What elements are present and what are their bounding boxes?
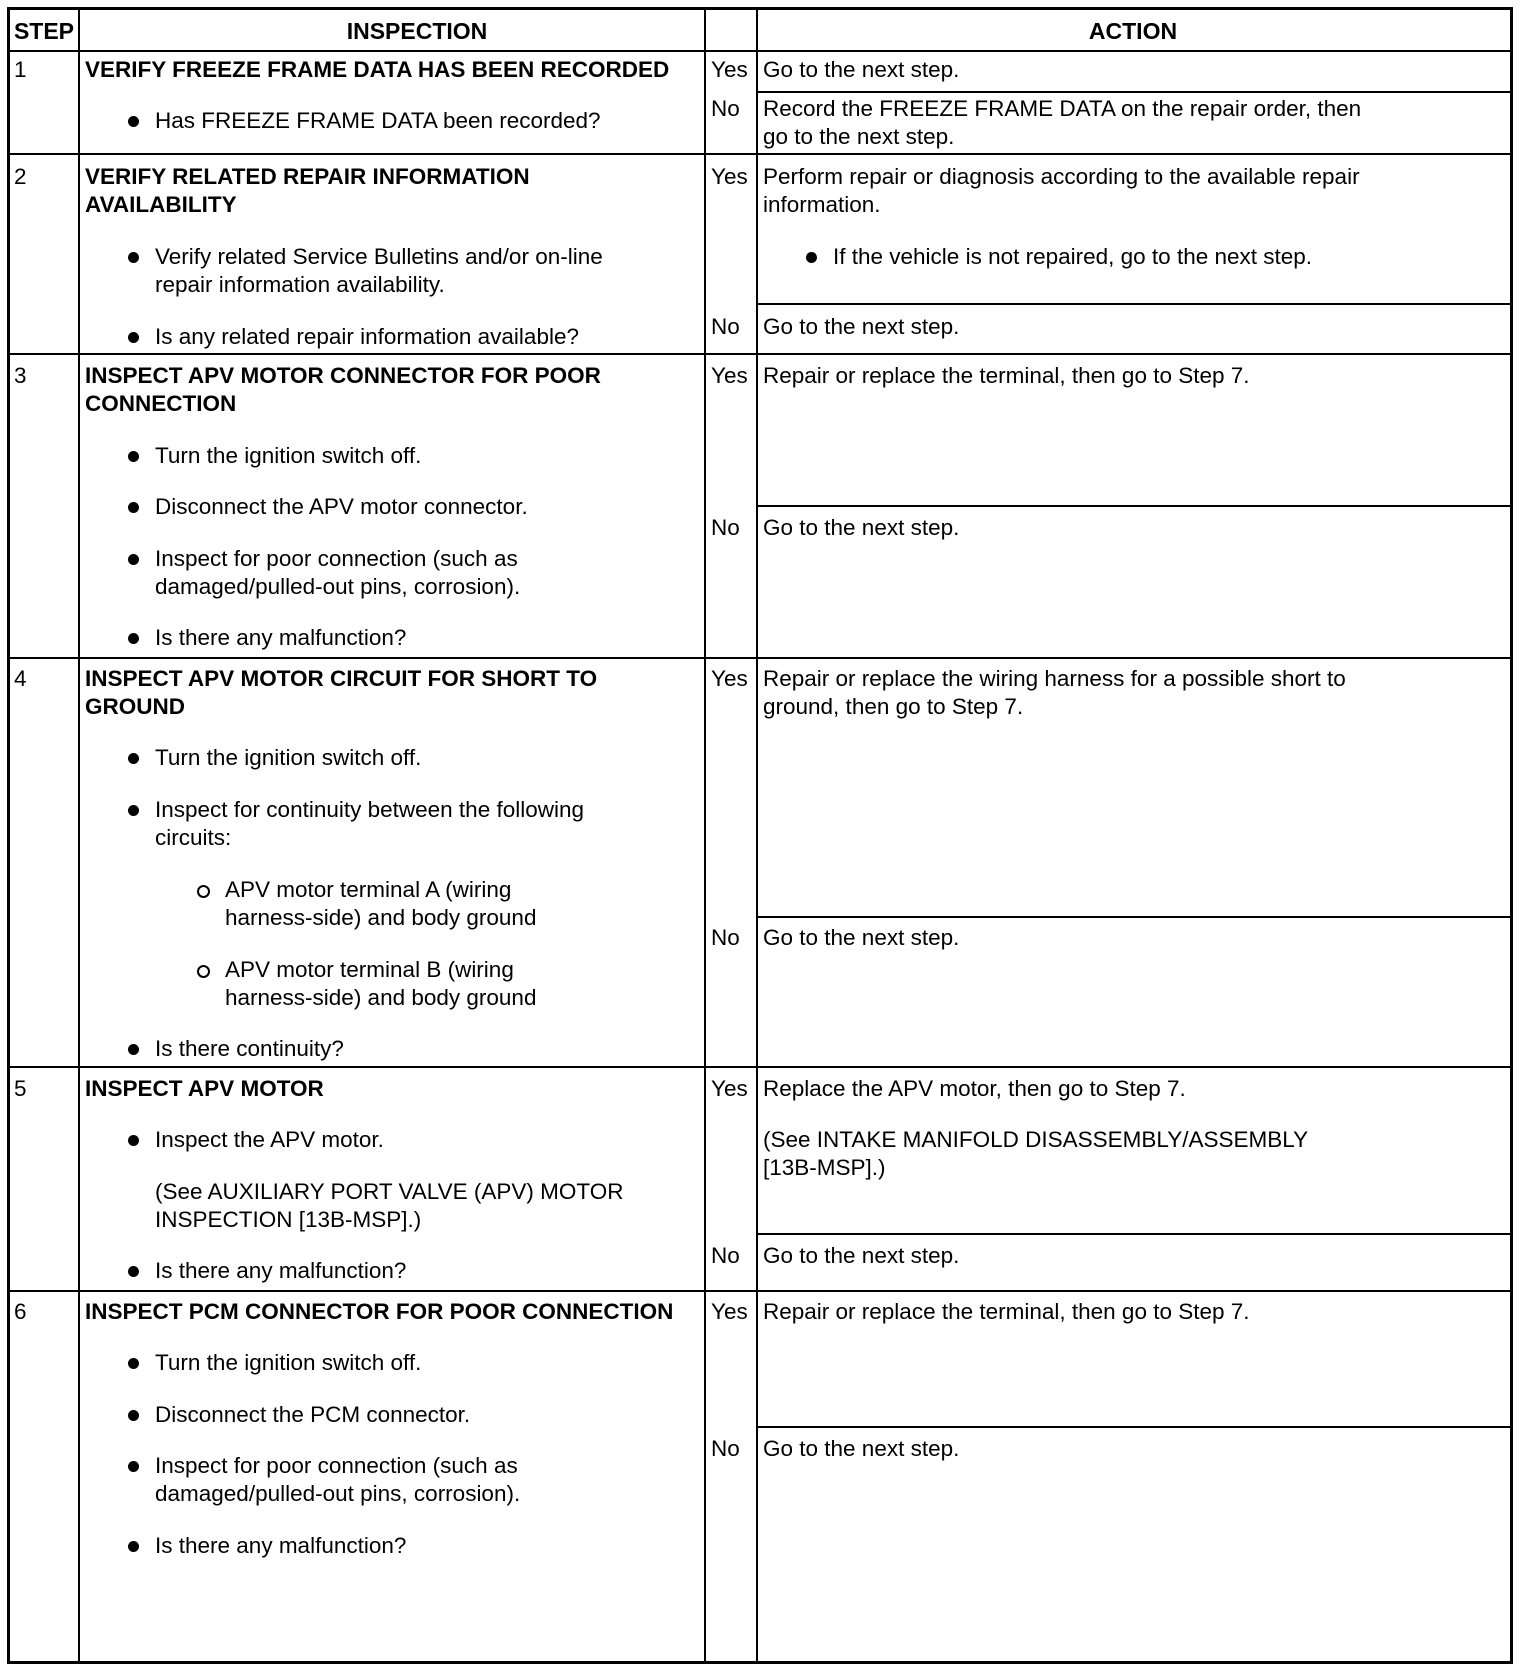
yes-action: Go to the next step. <box>763 57 960 82</box>
no-label: No <box>711 1243 740 1268</box>
bullet-icon <box>128 805 139 816</box>
yes-label: Yes <box>711 1299 748 1324</box>
bullet-icon <box>128 502 139 513</box>
bullet-icon <box>128 1410 139 1421</box>
row-divider <box>10 353 1510 355</box>
step-title: INSPECT APV MOTOR CIRCUIT FOR SHORT TO <box>85 666 598 691</box>
inspection-subitem: harness-side) and body ground <box>225 905 537 930</box>
step-number: 1 <box>14 57 27 82</box>
inspection-item: Is there any malfunction? <box>155 1258 407 1283</box>
yes-action: Perform repair or diagnosis according to the available repair <box>763 164 1360 189</box>
bullet-icon <box>128 554 139 565</box>
step-title: VERIFY FREEZE FRAME DATA HAS BEEN RECORDED <box>85 57 670 82</box>
inspection-item: Verify related Service Bulletins and/or on-line <box>155 244 603 269</box>
column-divider <box>704 10 706 1661</box>
no-action: Go to the next step. <box>763 1243 960 1268</box>
row-divider <box>10 1066 1510 1068</box>
bullet-icon <box>806 252 817 263</box>
header-action: ACTION <box>1088 18 1178 44</box>
row-divider <box>756 91 1510 93</box>
yes-action: Repair or replace the terminal, then go to Step 7. <box>763 363 1250 388</box>
yes-label: Yes <box>711 164 748 189</box>
yes-action: information. <box>763 192 881 217</box>
row-divider <box>10 657 1510 659</box>
inspection-item: Is there continuity? <box>155 1036 344 1061</box>
inspection-item: Turn the ignition switch off. <box>155 1350 422 1375</box>
step-number: 3 <box>14 363 27 388</box>
step-title: VERIFY RELATED REPAIR INFORMATION <box>85 164 530 189</box>
step-title: GROUND <box>85 694 185 719</box>
inspection-subitem: APV motor terminal A (wiring <box>225 877 512 902</box>
no-action: Record the FREEZE FRAME DATA on the repair order, then <box>763 96 1362 121</box>
inspection-item: Inspect the APV motor. <box>155 1127 384 1152</box>
bullet-icon <box>128 451 139 462</box>
row-divider <box>756 505 1510 507</box>
bullet-icon <box>128 1266 139 1277</box>
inspection-item: Turn the ignition switch off. <box>155 745 422 770</box>
inspection-item: Disconnect the APV motor connector. <box>155 494 528 519</box>
no-action: Go to the next step. <box>763 1436 960 1461</box>
step-number: 2 <box>14 164 27 189</box>
row-divider <box>10 153 1510 155</box>
diagnostic-table <box>7 7 1513 1664</box>
yes-reference: [13B-MSP].) <box>763 1155 886 1180</box>
inspection-item: Inspect for continuity between the following <box>155 797 585 822</box>
no-action: Go to the next step. <box>763 925 960 950</box>
row-divider <box>756 1233 1510 1235</box>
bullet-icon <box>128 1541 139 1552</box>
header-inspection: INSPECTION <box>346 18 488 44</box>
inspection-item: Is there any malfunction? <box>155 1533 407 1558</box>
yes-label: Yes <box>711 57 748 82</box>
inspection-item: Has FREEZE FRAME DATA been recorded? <box>155 108 601 133</box>
column-divider <box>756 10 758 1661</box>
no-action: go to the next step. <box>763 124 955 149</box>
row-divider <box>756 916 1510 918</box>
inspection-item: Is any related repair information available? <box>155 324 579 349</box>
no-label: No <box>711 1436 740 1461</box>
row-divider <box>10 1290 1510 1292</box>
yes-action: Repair or replace the wiring harness for a possible short to <box>763 666 1346 691</box>
bullet-icon <box>128 633 139 644</box>
yes-label: Yes <box>711 1076 748 1101</box>
inspection-subitem: APV motor terminal B (wiring <box>225 957 514 982</box>
yes-action: Repair or replace the terminal, then go to Step 7. <box>763 1299 1250 1324</box>
step-title: INSPECT APV MOTOR CONNECTOR FOR POOR <box>85 363 601 388</box>
row-divider <box>756 303 1510 305</box>
header-step: STEP <box>13 18 75 44</box>
yes-action: Replace the APV motor, then go to Step 7. <box>763 1076 1186 1101</box>
bullet-icon <box>128 252 139 263</box>
inspection-reference: (See AUXILIARY PORT VALVE (APV) MOTOR <box>155 1179 624 1204</box>
inspection-item: Is there any malfunction? <box>155 625 407 650</box>
step-title: INSPECT PCM CONNECTOR FOR POOR CONNECTION <box>85 1299 674 1324</box>
column-divider <box>78 10 80 1661</box>
circle-bullet-icon <box>197 965 210 978</box>
inspection-item: Inspect for poor connection (such as <box>155 546 518 571</box>
bullet-icon <box>128 116 139 127</box>
no-label: No <box>711 314 740 339</box>
bullet-icon <box>128 1135 139 1146</box>
inspection-item: Disconnect the PCM connector. <box>155 1402 471 1427</box>
step-title: CONNECTION <box>85 391 237 416</box>
step-number: 5 <box>14 1076 27 1101</box>
step-number: 4 <box>14 666 27 691</box>
row-divider <box>756 1426 1510 1428</box>
circle-bullet-icon <box>197 885 210 898</box>
no-action: Go to the next step. <box>763 515 960 540</box>
step-number: 6 <box>14 1299 27 1324</box>
inspection-item: damaged/pulled-out pins, corrosion). <box>155 1481 521 1506</box>
inspection-subitem: harness-side) and body ground <box>225 985 537 1010</box>
no-action: Go to the next step. <box>763 314 960 339</box>
bullet-icon <box>128 1044 139 1055</box>
inspection-item: Turn the ignition switch off. <box>155 443 422 468</box>
yes-label: Yes <box>711 363 748 388</box>
yes-subaction: If the vehicle is not repaired, go to the next step. <box>833 244 1313 269</box>
inspection-item: damaged/pulled-out pins, corrosion). <box>155 574 521 599</box>
yes-label: Yes <box>711 666 748 691</box>
step-title: AVAILABILITY <box>85 192 237 217</box>
no-label: No <box>711 925 740 950</box>
bullet-icon <box>128 1358 139 1369</box>
inspection-item: Inspect for poor connection (such as <box>155 1453 518 1478</box>
no-label: No <box>711 96 740 121</box>
inspection-item: repair information availability. <box>155 272 445 297</box>
step-title: INSPECT APV MOTOR <box>85 1076 324 1101</box>
yes-action: ground, then go to Step 7. <box>763 694 1024 719</box>
bullet-icon <box>128 332 139 343</box>
inspection-reference: INSPECTION [13B-MSP].) <box>155 1207 422 1232</box>
bullet-icon <box>128 1461 139 1472</box>
no-label: No <box>711 515 740 540</box>
bullet-icon <box>128 753 139 764</box>
inspection-item: circuits: <box>155 825 232 850</box>
yes-reference: (See INTAKE MANIFOLD DISASSEMBLY/ASSEMBLY <box>763 1127 1309 1152</box>
